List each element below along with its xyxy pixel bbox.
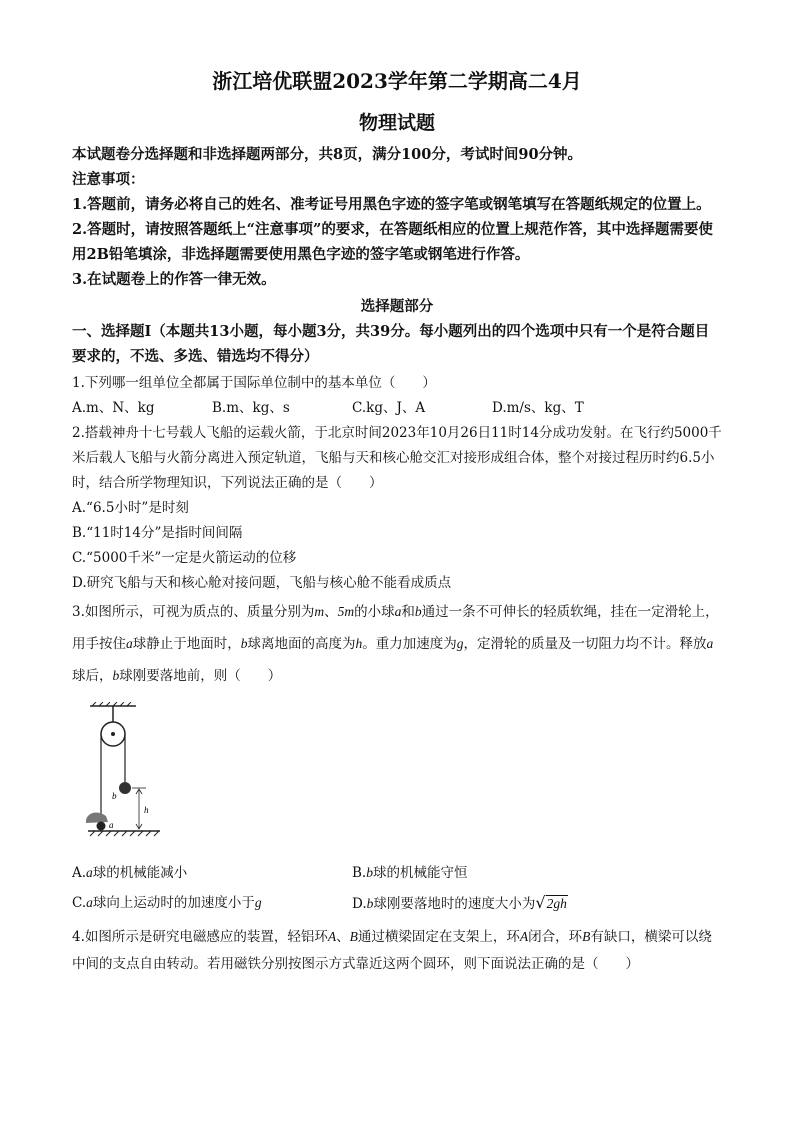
label-h: h <box>144 805 149 815</box>
question-stem: 3.如图所示，可视为质点的、质量分别为m、5m的小球a和b通过一条不可伸长的轻质软绳，挂在一定滑轮上，用手按住a球静止于地面时，b球离地面的高度为h。重力加速度为g，定滑轮的质量及一切阻力均不计。释放a球后，b球刚要落地前，则（ ） <box>72 604 719 684</box>
exam-page <box>72 66 722 978</box>
question-options-row-1 <box>72 858 722 888</box>
question-3 <box>72 596 722 919</box>
notice-item-1: 1.答题前，请务必将自己的姓名、准考证号用黑色字迹的签字笔或钢笔填写在答题纸规定的位置上。 <box>72 196 711 213</box>
option-b: B.b球的机械能守恒 <box>352 865 468 881</box>
hand-icon <box>86 813 108 823</box>
option-c: C.a球向上运动时的加速度小于g <box>72 895 262 911</box>
option-d: D.研究飞船与天和核心舱对接问题，飞船与核心舱不能看成质点 <box>72 575 452 591</box>
option-a: A.m、N、kg <box>72 400 155 416</box>
question-stem: 4.如图所示是研究电磁感应的装置，轻铝环A、B通过横梁固定在支架上，环A闭合，环B有缺口，横梁可以绕中间的支点自由转动。若用磁铁分别按图示方式靠近这两个圆环，则下面说法正确的是（ ） <box>72 929 712 972</box>
pulley-diagram <box>84 702 174 842</box>
option-a: A.a球的机械能减小 <box>72 865 188 881</box>
option-c: C.kg、J、A <box>352 400 426 416</box>
option-b: B.“11时14分”是指时间间隔 <box>72 525 243 541</box>
option-d: D.m/s、kg、T <box>492 400 584 416</box>
section-title: 选择题部分 <box>360 298 434 315</box>
pulley-axle <box>111 732 115 736</box>
section-heading: 一、选择题Ⅰ（本题共13小题，每小题3分，共39分。每小题列出的四个选项中只有一个是符合题目要求的，不选、多选、错选均不得分） <box>72 323 710 365</box>
question-stem: 1.下列哪一组单位全都属于国际单位制中的基本单位（ ） <box>72 375 436 391</box>
exam-title: 浙江培优联盟2023学年第二学期高二4月 <box>212 69 582 93</box>
question-options-row-2 <box>72 888 722 919</box>
question-options <box>72 396 722 421</box>
option-b: B.m、kg、s <box>212 400 290 416</box>
option-d: D.b球刚要落地时的速度大小为√2gh <box>352 893 567 912</box>
question-stem: 2.搭载神舟十七号载人飞船的运载火箭，于北京时间2023年10月26日11时14分成功发射。在飞行约5000千米后载人飞船与火箭分离进入预定轨道，飞船与天和核心舱交汇对接形成组合体，整个对接过程历时约6.5小时，结合所学物理知识，下列说法正确的是（ ） <box>72 425 722 491</box>
option-a: A.“6.5小时”是时刻 <box>72 500 189 516</box>
exam-subtitle: 物理试题 <box>358 112 435 134</box>
label-b: b <box>112 791 117 801</box>
notice-item-2: 2.答题时，请按照答题纸上“注意事项”的要求，在答题纸相应的位置上规范作答，其中选择题需要使用2B铅笔填涂，非选择题需要使用黑色字迹的签字笔或钢笔进行作答。 <box>72 221 713 263</box>
ball-a <box>97 822 106 831</box>
option-c: C.“5000千米”一定是火箭运动的位移 <box>72 550 297 566</box>
ball-b <box>119 782 131 794</box>
question-1 <box>72 371 722 421</box>
notice-item-3: 3.在试题卷上的作答一律无效。 <box>72 271 276 288</box>
exam-intro: 本试题卷分选择题和非选择题两部分，共8页，满分100分，考试时间90分钟。 <box>72 146 583 163</box>
notice-heading: 注意事项： <box>72 171 145 188</box>
sqrt-argument: 2gh <box>546 896 567 911</box>
question-2 <box>72 421 722 596</box>
label-a: a <box>109 820 114 830</box>
question-4 <box>72 923 722 978</box>
sqrt-sign: √ <box>535 893 546 912</box>
